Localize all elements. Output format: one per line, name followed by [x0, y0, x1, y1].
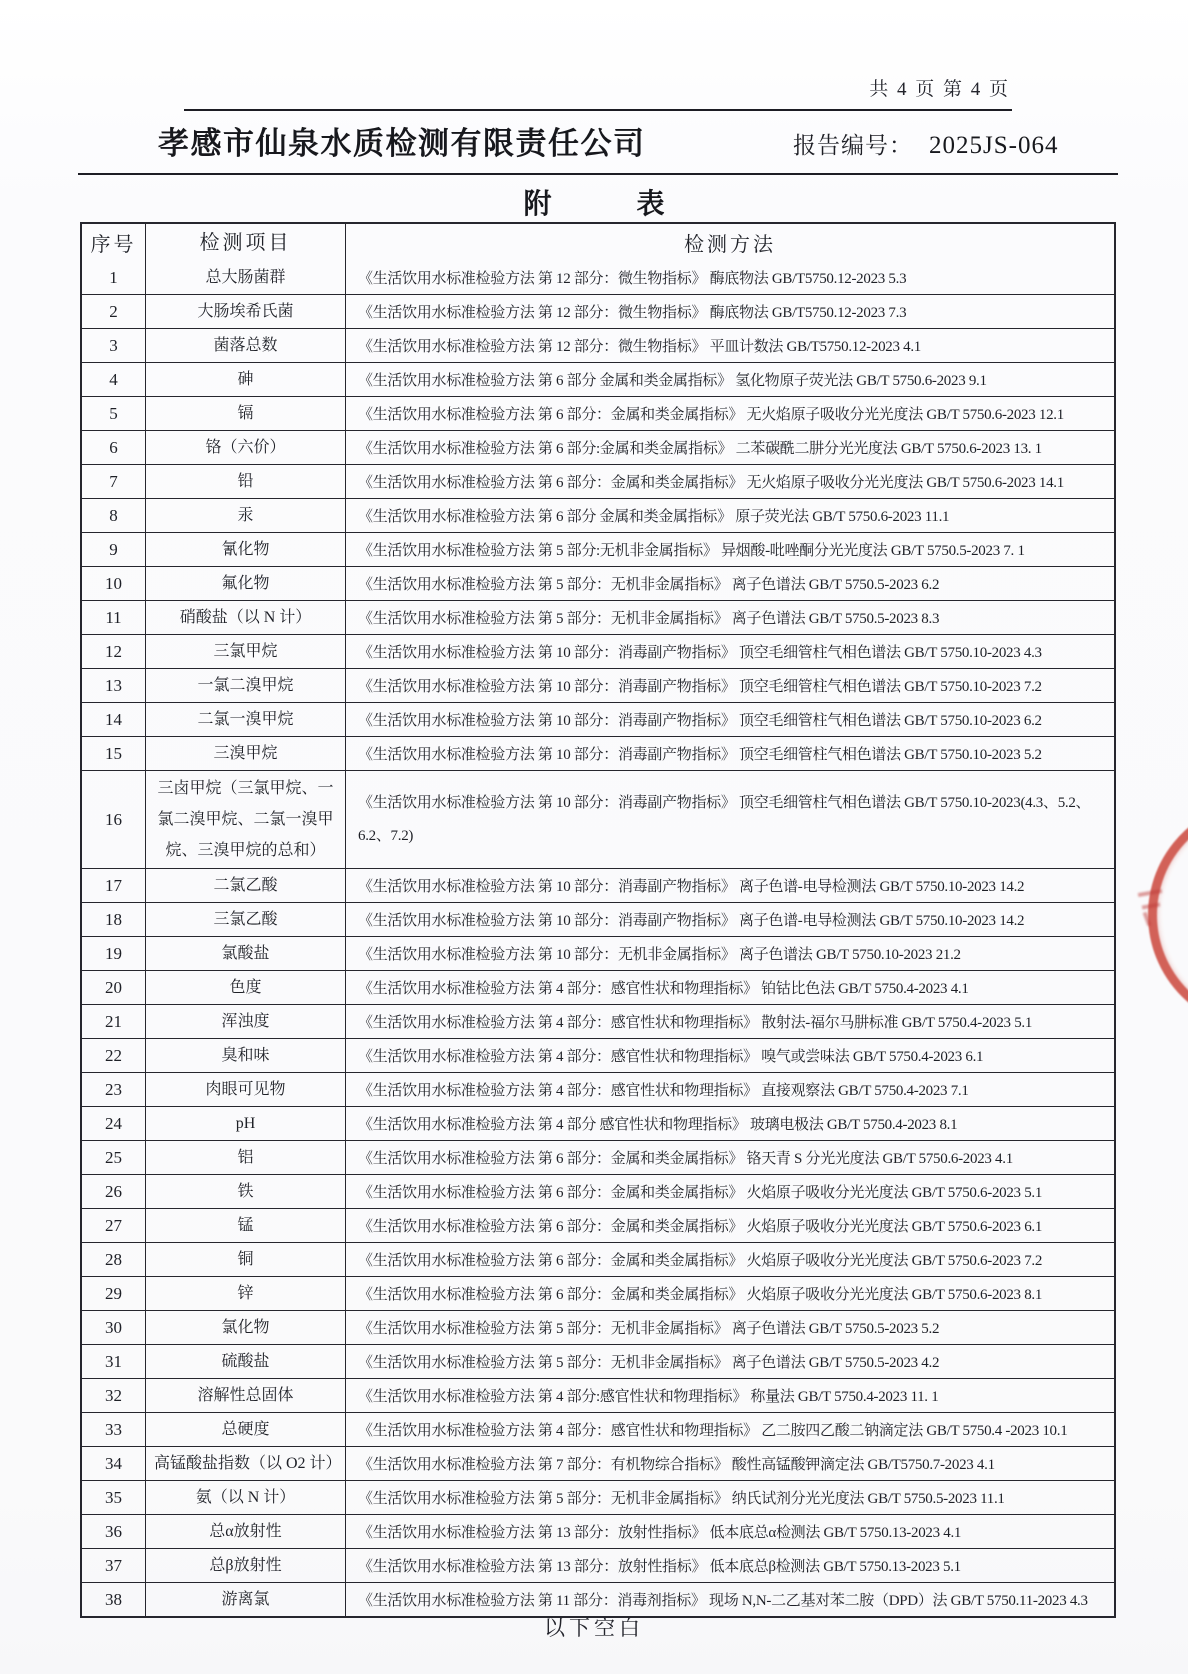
page-number-indicator: 共 4 页 第 4 页: [869, 79, 1010, 100]
test-item-cell: 氟化物: [146, 567, 346, 600]
test-method-cell: 《生活饮用水标准检验方法 第 11 部分：消毒剂指标》 现场 N,N-二乙基对苯二胺（DPD）法 GB/T 5750.11-2023 4.3: [358, 1593, 1088, 1609]
table-row: [82, 1378, 1114, 1412]
row-number-cell: 11: [82, 601, 146, 634]
test-method-cell: 《生活饮用水标准检验方法 第 5 部分：无机非金属指标》 离子色谱法 GB/T 5750.5-2023 6.2: [358, 577, 940, 593]
row-number-cell: 23: [82, 1073, 146, 1106]
table-row: [82, 668, 1114, 702]
test-method-cell: 《生活饮用水标准检验方法 第 5 部分：无机非金属指标》 纳氏试剂分光光度法 GB/T 5750.5-2023 11.1: [358, 1491, 1005, 1507]
table-row: [82, 970, 1114, 1004]
test-method-cell: 《生活饮用水标准检验方法 第 13 部分：放射性指标》 低本底总α检测法 GB/T 5750.13-2023 4.1: [358, 1525, 962, 1541]
report-number: [793, 127, 1058, 160]
test-item-cell: 硝酸盐（以 N 计）: [146, 601, 346, 634]
row-number-cell: 22: [82, 1039, 146, 1072]
row-number-cell: 34: [82, 1447, 146, 1480]
test-item-cell: 肉眼可见物: [146, 1073, 346, 1106]
table-row: [82, 396, 1114, 430]
official-seal-glyph-marks-icon: [1138, 882, 1162, 930]
row-number-cell: 14: [82, 703, 146, 736]
test-item-cell: 砷: [146, 363, 346, 396]
table-row: [82, 1140, 1114, 1174]
row-number-cell: 21: [82, 1005, 146, 1038]
test-method-cell: 《生活饮用水标准检验方法 第 6 部分 金属和类金属指标》 氢化物原子荧光法 GB/T 5750.6-2023 9.1: [358, 373, 987, 389]
row-number-cell: 15: [82, 737, 146, 770]
test-method-cell: 《生活饮用水标准检验方法 第 5 部分：无机非金属指标》 离子色谱法 GB/T 5750.5-2023 4.2: [358, 1355, 940, 1371]
table-row: [82, 600, 1114, 634]
test-method-cell: 《生活饮用水标准检验方法 第 6 部分：金属和类金属指标》 火焰原子吸收分光光度法 GB/T 5750.6-2023 5.1: [358, 1185, 1043, 1201]
test-method-cell: 《生活饮用水标准检验方法 第 6 部分：金属和类金属指标》 火焰原子吸收分光光度法 GB/T 5750.6-2023 7.2: [358, 1253, 1043, 1269]
test-item-cell: 游离氯: [146, 1583, 346, 1616]
test-item-cell: 二氯乙酸: [146, 869, 346, 902]
test-item-cell: 高锰酸盐指数（以 O2 计）: [146, 1447, 346, 1480]
test-method-cell: 《生活饮用水标准检验方法 第 5 部分：无机非金属指标》 离子色谱法 GB/T 5750.5-2023 8.3: [358, 611, 940, 627]
test-item-cell: 铜: [146, 1243, 346, 1276]
test-item-cell: 三卤甲烷（三氯甲烷、一氯二溴甲烷、二氯一溴甲烷、三溴甲烷的总和）: [146, 771, 346, 868]
row-number-cell: 18: [82, 903, 146, 936]
test-item-cell: pH: [146, 1107, 346, 1140]
table-row: [82, 1276, 1114, 1310]
below-blank-note: 以下空白: [544, 1616, 644, 1640]
row-number-cell: 2: [82, 295, 146, 328]
row-number-cell: 32: [82, 1379, 146, 1412]
test-item-cell: 色度: [146, 971, 346, 1004]
test-item-cell: 铬（六价）: [146, 431, 346, 464]
test-item-cell: 总大肠菌群: [146, 261, 346, 294]
table-row: [82, 1582, 1114, 1616]
table-row: [82, 430, 1114, 464]
row-number-cell: 5: [82, 397, 146, 430]
row-number-cell: 26: [82, 1175, 146, 1208]
test-method-cell: 《生活饮用水标准检验方法 第 10 部分：消毒副产物指标》 顶空毛细管柱气相色谱法 GB/T 5750.10-2023(4.3、5.2、6.2、7.2): [358, 794, 1091, 844]
header-cell-no: 序号: [82, 224, 146, 261]
test-method-cell: 《生活饮用水标准检验方法 第 4 部分 感官性状和物理指标》 玻璃电极法 GB/T 5750.4-2023 8.1: [358, 1117, 958, 1133]
test-method-cell: 《生活饮用水标准检验方法 第 10 部分：消毒副产物指标》 顶空毛细管柱气相色谱法 GB/T 5750.10-2023 4.3: [358, 645, 1042, 661]
row-number-cell: 9: [82, 533, 146, 566]
test-method-cell: 《生活饮用水标准检验方法 第 10 部分：消毒副产物指标》 顶空毛细管柱气相色谱法 GB/T 5750.10-2023 7.2: [358, 679, 1042, 695]
row-number-cell: 33: [82, 1413, 146, 1446]
test-method-cell: 《生活饮用水标准检验方法 第 6 部分:金属和类金属指标》 二苯碳酰二肼分光光度法 GB/T 5750.6-2023 13. 1: [358, 441, 1042, 457]
row-number-cell: 30: [82, 1311, 146, 1344]
test-method-cell: 《生活饮用水标准检验方法 第 6 部分 金属和类金属指标》 原子荧光法 GB/T 5750.6-2023 11.1: [358, 509, 950, 525]
test-method-cell: 《生活饮用水标准检验方法 第 10 部分：无机非金属指标》 离子色谱法 GB/T 5750.10-2023 21.2: [358, 947, 961, 963]
table-row: [82, 1174, 1114, 1208]
test-item-cell: 锰: [146, 1209, 346, 1242]
test-method-cell: 《生活饮用水标准检验方法 第 6 部分：金属和类金属指标》 火焰原子吸收分光光度法 GB/T 5750.6-2023 6.1: [358, 1219, 1043, 1235]
table-row: [82, 1242, 1114, 1276]
report-number-value: 2025JS-064: [929, 132, 1059, 159]
test-method-cell: 《生活饮用水标准检验方法 第 6 部分：金属和类金属指标》 无火焰原子吸收分光光度法 GB/T 5750.6-2023 14.1: [358, 475, 1064, 491]
row-number-cell: 36: [82, 1515, 146, 1548]
test-method-cell: 《生活饮用水标准检验方法 第 12 部分：微生物指标》 酶底物法 GB/T5750.12-2023 7.3: [358, 305, 907, 321]
table-row: [82, 868, 1114, 902]
test-methods-table: [80, 222, 1116, 1618]
test-method-cell: 《生活饮用水标准检验方法 第 4 部分：感官性状和物理指标》 铂钴比色法 GB/T 5750.4-2023 4.1: [358, 981, 969, 997]
test-item-cell: 一氯二溴甲烷: [146, 669, 346, 702]
test-method-cell: 《生活饮用水标准检验方法 第 10 部分：消毒副产物指标》 离子色谱-电导检测法 GB/T 5750.10-2023 14.2: [358, 879, 1025, 895]
table-row: [82, 1514, 1114, 1548]
table-row: [82, 1548, 1114, 1582]
test-method-cell: 《生活饮用水标准检验方法 第 12 部分：微生物指标》 平皿计数法 GB/T5750.12-2023 4.1: [358, 339, 921, 355]
row-number-cell: 17: [82, 869, 146, 902]
test-item-cell: 氯酸盐: [146, 937, 346, 970]
row-number-cell: 24: [82, 1107, 146, 1140]
table-row: [82, 294, 1114, 328]
row-number-cell: 12: [82, 635, 146, 668]
table-row: [82, 770, 1114, 868]
test-method-cell: 《生活饮用水标准检验方法 第 4 部分：感官性状和物理指标》 直接观察法 GB/T 5750.4-2023 7.1: [358, 1083, 969, 1099]
row-number-cell: 35: [82, 1481, 146, 1514]
test-item-cell: 氰化物: [146, 533, 346, 566]
header-cell-method: 检测方法: [684, 234, 776, 256]
company-name: 孝感市仙泉水质检测有限责任公司: [158, 126, 646, 161]
table-row: [82, 1412, 1114, 1446]
table-row: [82, 362, 1114, 396]
table-row: [82, 1072, 1114, 1106]
row-number-cell: 37: [82, 1549, 146, 1582]
test-item-cell: 铁: [146, 1175, 346, 1208]
row-number-cell: 16: [82, 771, 146, 868]
test-item-cell: 三氯甲烷: [146, 635, 346, 668]
row-number-cell: 4: [82, 363, 146, 396]
row-number-cell: 10: [82, 567, 146, 600]
table-row: [82, 1038, 1114, 1072]
table-row: [82, 1208, 1114, 1242]
table-row: [82, 1446, 1114, 1480]
table-row: [82, 1480, 1114, 1514]
row-number-cell: 29: [82, 1277, 146, 1310]
table-row: [82, 1310, 1114, 1344]
table-row: [82, 328, 1114, 362]
row-number-cell: 19: [82, 937, 146, 970]
test-item-cell: 铝: [146, 1141, 346, 1174]
table-row: [82, 1344, 1114, 1378]
test-item-cell: 二氯一溴甲烷: [146, 703, 346, 736]
test-item-cell: 锌: [146, 1277, 346, 1310]
test-item-cell: 镉: [146, 397, 346, 430]
row-number-cell: 3: [82, 329, 146, 362]
table-row: [82, 1106, 1114, 1140]
test-method-cell: 《生活饮用水标准检验方法 第 4 部分：感官性状和物理指标》 散射法-福尔马肼标准 GB/T 5750.4-2023 5.1: [358, 1015, 1033, 1031]
appendix-title-char-1: 附: [523, 189, 552, 220]
table-row: [82, 902, 1114, 936]
table-row: [82, 566, 1114, 600]
table-header-row: [82, 224, 1114, 261]
test-method-cell: 《生活饮用水标准检验方法 第 4 部分:感官性状和物理指标》 称量法 GB/T 5750.4-2023 11. 1: [358, 1389, 939, 1405]
table-row: [82, 532, 1114, 566]
test-method-cell: 《生活饮用水标准检验方法 第 10 部分：消毒副产物指标》 离子色谱-电导检测法 GB/T 5750.10-2023 14.2: [358, 913, 1025, 929]
table-row: [82, 736, 1114, 770]
test-method-cell: 《生活饮用水标准检验方法 第 4 部分：感官性状和物理指标》 嗅气或尝味法 GB/T 5750.4-2023 6.1: [358, 1049, 984, 1065]
table-row: [82, 498, 1114, 532]
test-item-cell: 汞: [146, 499, 346, 532]
test-method-cell: 《生活饮用水标准检验方法 第 10 部分：消毒副产物指标》 顶空毛细管柱气相色谱法 GB/T 5750.10-2023 6.2: [358, 713, 1042, 729]
test-item-cell: 菌落总数: [146, 329, 346, 362]
row-number-cell: 13: [82, 669, 146, 702]
row-number-cell: 27: [82, 1209, 146, 1242]
test-method-cell: 《生活饮用水标准检验方法 第 6 部分：金属和类金属指标》 火焰原子吸收分光光度法 GB/T 5750.6-2023 8.1: [358, 1287, 1043, 1303]
row-number-cell: 20: [82, 971, 146, 1004]
test-item-cell: 臭和味: [146, 1039, 346, 1072]
test-item-cell: 总α放射性: [146, 1515, 346, 1548]
row-number-cell: 7: [82, 465, 146, 498]
test-method-cell: 《生活饮用水标准检验方法 第 5 部分：无机非金属指标》 离子色谱法 GB/T 5750.5-2023 5.2: [358, 1321, 940, 1337]
test-method-cell: 《生活饮用水标准检验方法 第 6 部分：金属和类金属指标》 无火焰原子吸收分光光度法 GB/T 5750.6-2023 12.1: [358, 407, 1064, 423]
table-row: [82, 936, 1114, 970]
table-row: [82, 1004, 1114, 1038]
table-row: [82, 702, 1114, 736]
row-number-cell: 8: [82, 499, 146, 532]
test-method-cell: 《生活饮用水标准检验方法 第 13 部分：放射性指标》 低本底总β检测法 GB/T 5750.13-2023 5.1: [358, 1559, 961, 1575]
test-method-cell: 《生活饮用水标准检验方法 第 6 部分：金属和类金属指标》 铬天青 S 分光光度法 GB/T 5750.6-2023 4.1: [358, 1151, 1013, 1167]
row-number-cell: 31: [82, 1345, 146, 1378]
row-number-cell: 25: [82, 1141, 146, 1174]
test-item-cell: 三溴甲烷: [146, 737, 346, 770]
header-rule-top: [184, 109, 1012, 111]
test-method-cell: 《生活饮用水标准检验方法 第 12 部分：微生物指标》 酶底物法 GB/T5750.12-2023 5.3: [358, 271, 907, 287]
test-item-cell: 溶解性总固体: [146, 1379, 346, 1412]
table-row: [82, 464, 1114, 498]
test-item-cell: 三氯乙酸: [146, 903, 346, 936]
test-method-cell: 《生活饮用水标准检验方法 第 7 部分：有机物综合指标》 酸性高锰酸钾滴定法 GB/T5750.7-2023 4.1: [358, 1457, 995, 1473]
table-row: [82, 261, 1114, 294]
appendix-title: [0, 182, 1188, 222]
test-method-cell: 《生活饮用水标准检验方法 第 10 部分：消毒副产物指标》 顶空毛细管柱气相色谱法 GB/T 5750.10-2023 5.2: [358, 747, 1042, 763]
test-item-cell: 浑浊度: [146, 1005, 346, 1038]
test-item-cell: 总β放射性: [146, 1549, 346, 1582]
test-item-cell: 氯化物: [146, 1311, 346, 1344]
appendix-title-char-2: 表: [636, 189, 665, 220]
test-method-cell: 《生活饮用水标准检验方法 第 4 部分：感官性状和物理指标》 乙二胺四乙酸二钠滴定法 GB/T 5750.4 -2023 10.1: [358, 1423, 1068, 1439]
test-item-cell: 铅: [146, 465, 346, 498]
header-cell-item: 检测项目: [146, 224, 346, 261]
row-number-cell: 1: [82, 261, 146, 294]
table-row: [82, 634, 1114, 668]
table-body: [82, 261, 1114, 1616]
test-item-cell: 总硬度: [146, 1413, 346, 1446]
row-number-cell: 6: [82, 431, 146, 464]
test-method-cell: 《生活饮用水标准检验方法 第 5 部分:无机非金属指标》 异烟酸-吡唑酮分光光度法 GB/T 5750.5-2023 7. 1: [358, 543, 1025, 559]
report-number-label: 报告编号：: [793, 133, 913, 158]
header-rule-bottom: [78, 173, 1118, 175]
test-item-cell: 氨（以 N 计）: [146, 1481, 346, 1514]
test-item-cell: 大肠埃希氏菌: [146, 295, 346, 328]
row-number-cell: 38: [82, 1583, 146, 1616]
test-item-cell: 硫酸盐: [146, 1345, 346, 1378]
row-number-cell: 28: [82, 1243, 146, 1276]
